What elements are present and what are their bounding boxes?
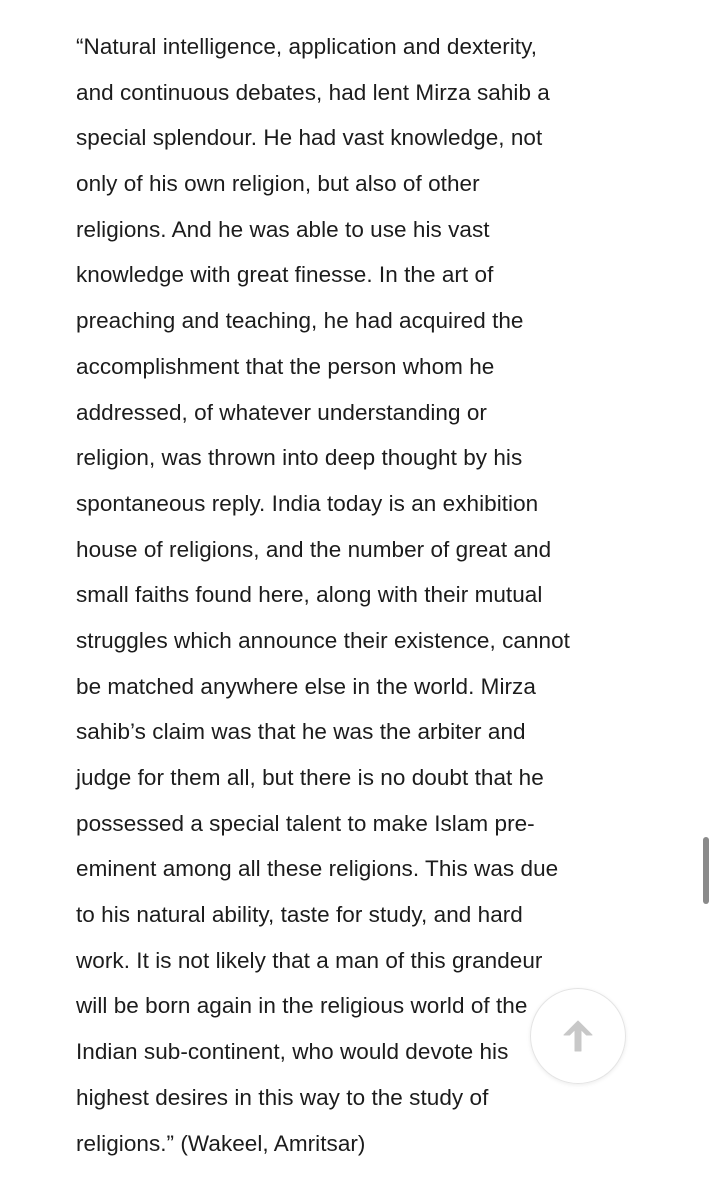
text-line: accomplishment that the person whom he xyxy=(76,353,495,379)
text-line: small faiths found here, along with their mutual xyxy=(76,582,543,608)
text-line: only of his own religion, but also of other xyxy=(76,171,480,197)
text-line: “Natural intelligence, application and dexterity, xyxy=(76,34,538,59)
text-line: preaching and teaching, he had acquired the xyxy=(76,308,524,334)
text-line: struggles which announce their existence, cannot xyxy=(76,627,570,653)
text-line: be matched anywhere else in the world. Mirza xyxy=(76,673,536,699)
text-line: special splendour. He had vast knowledge, not xyxy=(76,125,543,151)
scrollbar-thumb[interactable] xyxy=(703,837,709,904)
text-line: will be born again in the religious world of the xyxy=(76,993,528,1019)
text-line: religions.” (Wakeel, Amritsar) xyxy=(76,1130,366,1156)
text-line: religions. And he was able to use his vast xyxy=(76,216,490,242)
text-line: and continuous debates, had lent Mirza sahib a xyxy=(76,79,550,105)
back-to-top-button[interactable] xyxy=(530,988,626,1084)
text-line: highest desires in this way to the study of xyxy=(76,1084,489,1110)
text-line: religion, was thrown into deep thought by his xyxy=(76,445,523,471)
text-line: eminent among all these religions. This was due xyxy=(76,856,559,882)
arrow-up-icon xyxy=(559,1017,597,1055)
text-line: knowledge with great finesse. In the art of xyxy=(76,262,494,288)
text-line: to his natural ability, taste for study, and hard xyxy=(76,902,523,928)
text-line: spontaneous reply. India today is an exhibition xyxy=(76,490,539,516)
text-line: house of religions, and the number of great and xyxy=(76,536,552,562)
text-line: addressed, of whatever understanding or xyxy=(76,399,487,425)
text-line: possessed a special talent to make Islam pre- xyxy=(76,810,535,836)
text-line: sahib’s claim was that he was the arbiter and xyxy=(76,719,526,745)
text-line: work. It is not likely that a man of this grandeur xyxy=(76,947,543,973)
text-line: Indian sub-continent, who would devote his xyxy=(76,1039,509,1065)
text-line: judge for them all, but there is no doubt that he xyxy=(76,765,544,790)
